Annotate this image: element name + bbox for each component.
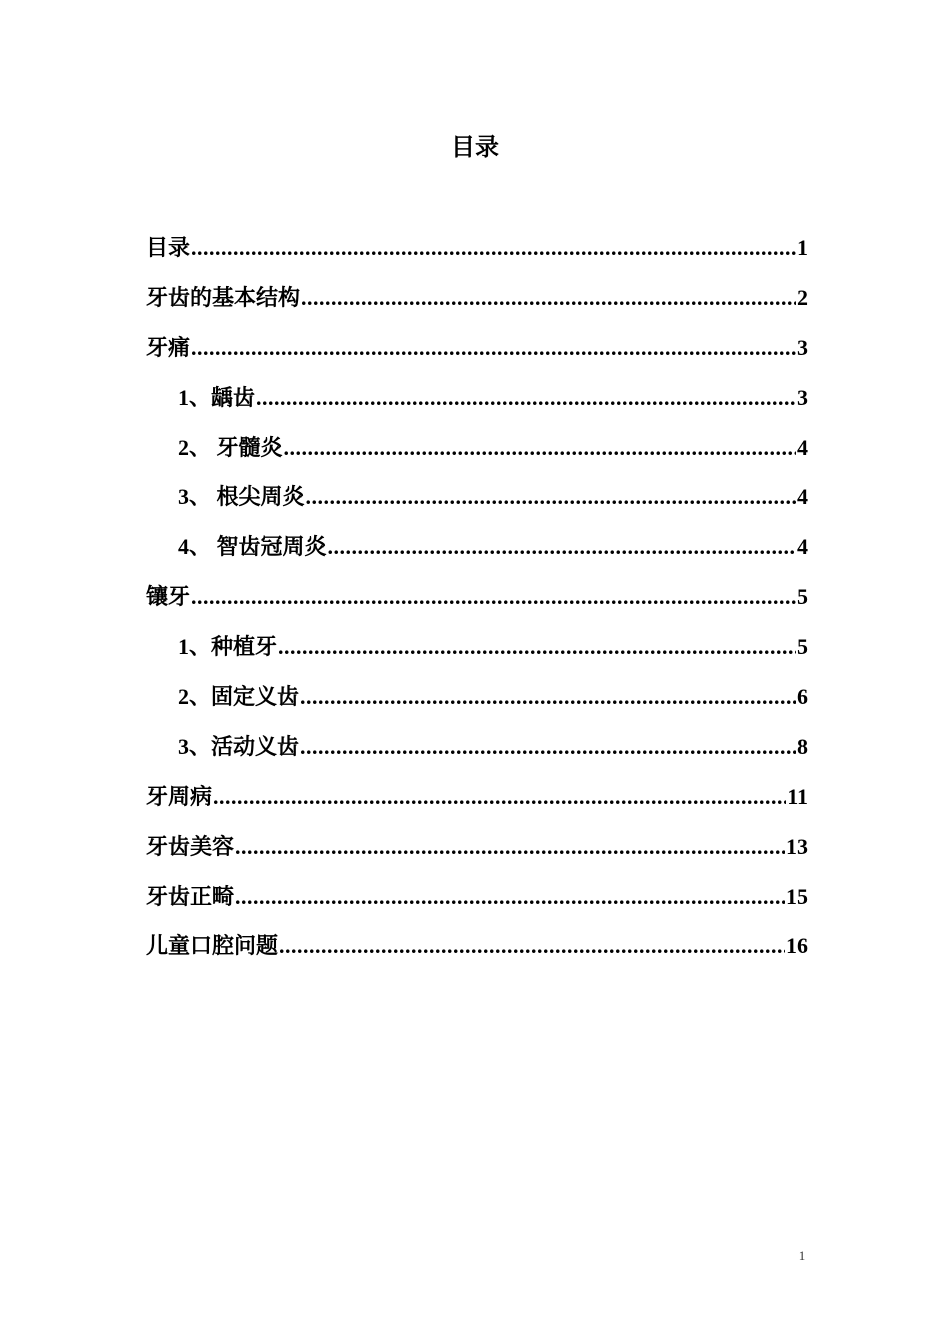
toc-entry-page: 13 [786,833,808,859]
toc-entry-label: 1、种植牙 [178,634,278,660]
toc-entry-label: 3、活动义齿 [178,733,300,759]
toc-entry-page: 4 [797,534,808,560]
toc-entry-label: 牙痛 [146,334,191,360]
toc-entry[interactable] [146,724,808,774]
toc-entry-page: 6 [797,684,808,710]
toc-entry-label: 牙齿美容 [146,833,235,859]
toc-entry[interactable] [146,524,808,574]
toc-leader-dots [191,225,796,271]
toc-leader-dots [191,325,796,371]
toc-entry-label: 2、固定义齿 [178,684,300,710]
toc-entry-label: 3、 根尖周炎 [178,484,305,510]
toc-entry-label: 镶牙 [146,584,191,610]
toc-leader-dots [279,923,785,969]
toc-entry-label: 目录 [146,235,191,260]
toc-entry-page: 4 [797,484,808,510]
toc-entry[interactable] [146,624,808,674]
toc-leader-dots [306,474,796,520]
toc-leader-dots [284,425,796,471]
toc-leader-dots [301,275,796,321]
toc-entry[interactable] [146,674,808,724]
toc-leader-dots [191,574,796,620]
toc-entry[interactable] [146,275,808,325]
toc-leader-dots [213,774,786,820]
toc-entry[interactable] [146,375,808,425]
toc-leader-dots [328,524,796,570]
toc-entry-page: 5 [797,584,808,610]
toc-entry-page: 4 [797,434,808,460]
toc-entry[interactable] [146,325,808,375]
toc-entry-label: 2、 牙髓炎 [178,434,283,460]
toc-entry-label: 儿童口腔问题 [146,933,279,959]
toc-leader-dots [235,874,785,920]
toc-entry-page: 3 [797,334,808,360]
toc-leader-dots [278,624,796,670]
toc-leader-dots [256,375,796,421]
toc-entry-page: 8 [797,733,808,759]
toc-entry[interactable] [146,774,808,824]
toc-entry[interactable] [146,574,808,624]
toc-entry-page: 1 [797,235,808,260]
toc-entry-label: 牙齿的基本结构 [146,284,301,310]
toc-entry[interactable] [146,874,808,924]
toc-entry-page: 11 [787,783,808,809]
toc-entry-page: 5 [797,634,808,660]
toc-entry[interactable] [146,923,808,973]
toc-entry-page: 16 [786,933,808,959]
toc-entry-label: 1、龋齿 [178,384,256,410]
toc-entry-label: 牙齿正畸 [146,883,235,909]
toc-entry-page: 2 [797,284,808,310]
toc-entry-page: 15 [786,883,808,909]
toc-list [146,225,808,973]
toc-leader-dots [300,674,796,720]
toc-entry[interactable] [146,425,808,475]
toc-entry[interactable] [146,474,808,524]
toc-leader-dots [300,724,796,770]
toc-entry[interactable] [146,824,808,874]
toc-entry[interactable] [146,225,808,275]
toc-entry-label: 牙周病 [146,783,213,809]
toc-leader-dots [235,824,785,870]
toc-entry-label: 4、 智齿冠周炎 [178,534,327,560]
toc-entry-page: 3 [797,384,808,410]
toc-heading: 目录 [451,135,499,161]
page-number: 1 [798,1248,806,1263]
